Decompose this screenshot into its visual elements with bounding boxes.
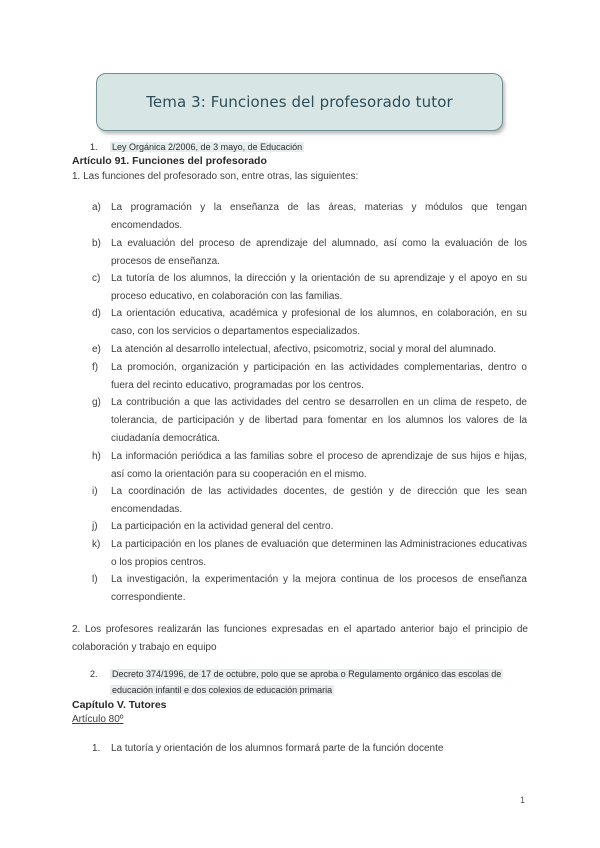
item-label: h) xyxy=(92,451,101,462)
item-text: La coordinación de las actividades docentes, de gestión y de dirección que les sean encomendadas. xyxy=(111,486,527,515)
item-text: La tutoría de los alumnos, la dirección y la orientación de su aprendizaje y el apoyo en su proceso educativo, en colaboración con las familias. xyxy=(111,273,527,302)
item-label: j) xyxy=(92,521,98,532)
item-label: i) xyxy=(92,486,98,497)
chapter-item-text: La tutoría y orientación de los alumnos formará parte de la función docente xyxy=(111,743,444,754)
page-title: Tema 3: Funciones del profesorado tutor xyxy=(146,93,453,111)
item-text: La atención al desarrollo intelectual, afectivo, psicomotriz, social y moral del alumnado. xyxy=(111,344,497,355)
item-label: e) xyxy=(92,344,101,355)
chapter-item-number: 1. xyxy=(92,743,101,754)
chapter-heading: Capítulo V. Tutores xyxy=(72,699,167,711)
source-number: 1. xyxy=(90,142,98,152)
item-label: g) xyxy=(92,397,101,408)
item-text: La promoción, organización y participación en las actividades complementarias, dentro o fuera del recinto educativo, programadas por los centros. xyxy=(111,362,527,391)
article-91-heading: Artículo 91. Funciones del profesorado xyxy=(72,155,267,167)
source-text-line-2: educación infantil e dos colexios de educación primaria xyxy=(112,685,333,695)
item-text: La información periódica a las familias sobre el proceso de aprendizaje de sus hijos e hijas, así como la orientación para su cooperación en el mismo. xyxy=(111,451,527,480)
item-label: a) xyxy=(92,202,101,213)
article-80-heading: Artículo 80º xyxy=(72,714,124,725)
item-text: La evaluación del proceso de aprendizaje del alumnado, así como la evaluación de los procesos de enseñanza. xyxy=(111,238,527,267)
item-text: La participación en la actividad general del centro. xyxy=(111,521,334,532)
source-text-line-1: Decreto 374/1996, de 17 de octubre, polo que se aproba o Regulamento orgánico das escolas de xyxy=(112,669,502,679)
item-label: f) xyxy=(92,362,99,373)
item-text: La programación y la enseñanza de las áreas, materias y módulos que tengan encomendados. xyxy=(111,202,527,231)
page-number: 1 xyxy=(520,795,526,805)
item-text: La orientación educativa, académica y profesional de los alumnos, en colaboración, en su caso, con los servicios o departamentos especializados. xyxy=(111,308,527,337)
source-number: 2. xyxy=(90,669,98,679)
title-box xyxy=(96,73,503,131)
item-label: c) xyxy=(92,273,101,284)
item-text: La contribución a que las actividades del centro se desarrollen en un clima de respeto, de tolerancia, de participación y de libertad para fomentar en los alumnos los valores de la ciudadanía democrática. xyxy=(111,397,527,444)
item-text: La participación en los planes de evaluación que determinen las Administraciones educativas o los propios centros. xyxy=(111,539,527,568)
item-label: k) xyxy=(92,539,101,550)
source-text: Ley Orgánica 2/2006, de 3 mayo, de Educación xyxy=(112,142,303,152)
item-label: l) xyxy=(92,574,98,585)
article-91-paragraph-2: 2. Los profesores realizarán las funciones expresadas en el apartado anterior bajo el principio de colaboración y trabajo en equipo xyxy=(72,624,528,653)
item-text: La investigación, la experimentación y la mejora continua de los procesos de enseñanza correspondiente. xyxy=(111,574,527,603)
item-label: b) xyxy=(92,238,101,249)
article-91-intro: 1. Las funciones del profesorado son, entre otras, las siguientes: xyxy=(72,171,359,182)
item-label: d) xyxy=(92,308,101,319)
